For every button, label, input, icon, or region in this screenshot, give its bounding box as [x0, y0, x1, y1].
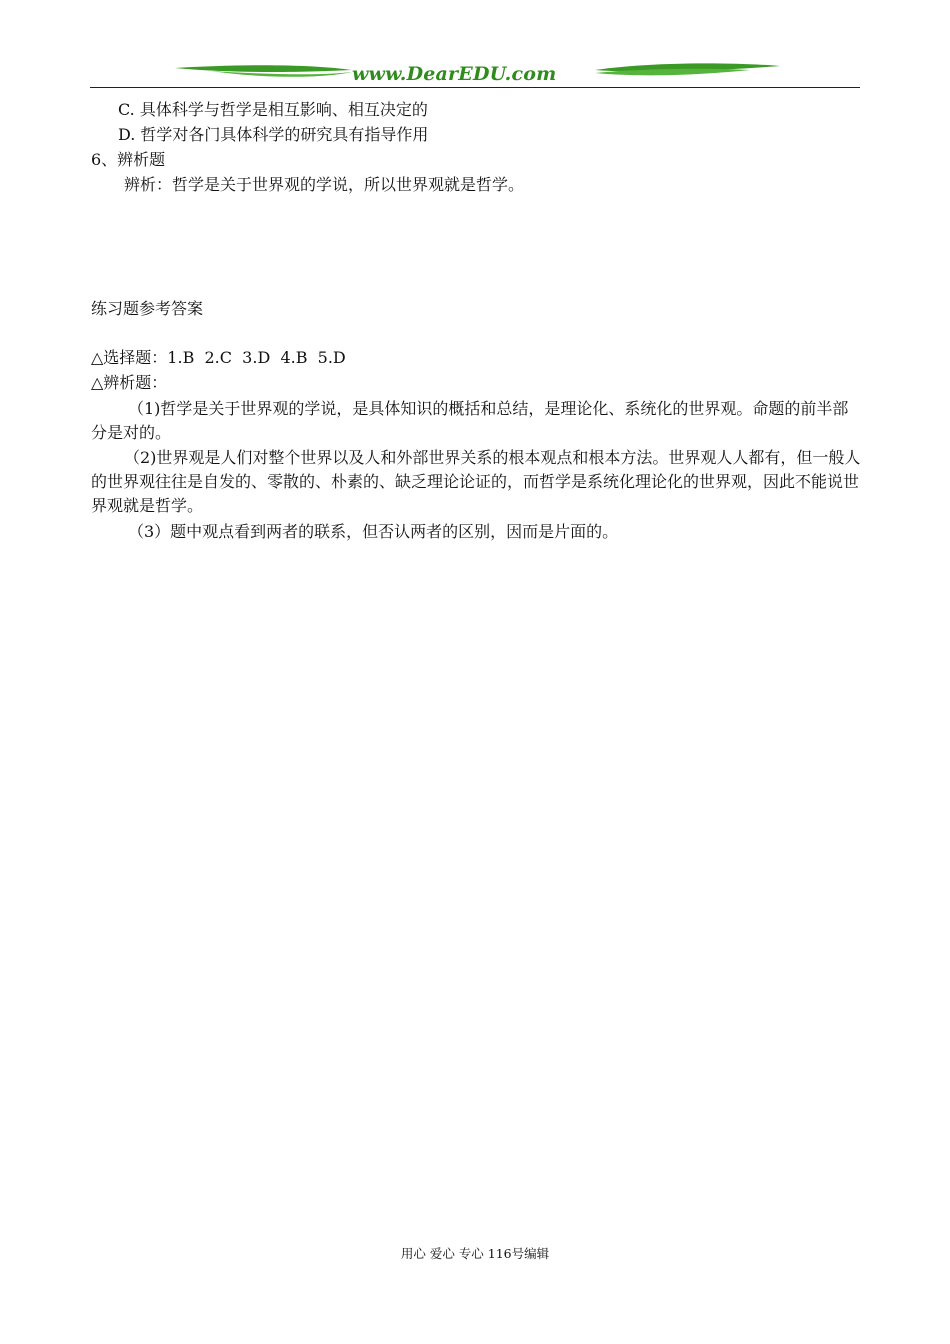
option-c: C. 具体科学与哲学是相互影响、相互决定的: [118, 100, 428, 119]
section-6-title: 6、辨析题: [91, 150, 166, 169]
answers-analysis-label: △辨析题：: [91, 373, 168, 392]
page-footer: 用心 爱心 专心 116号编辑: [400, 1246, 550, 1261]
answers-title: 练习题参考答案: [91, 299, 204, 318]
answer-point-3: （3）题中观点看到两者的联系，但否认两者的区别，因而是片面的。: [128, 522, 619, 541]
answer-point-2: （2)世界观是人们对整个世界以及人和外部世界关系的根本观点和根本方法。世界观人人都有，但一般人的世界观往往是自发的、零散的、朴素的、缺乏理论论证的，而哲学是系统化理论化的世界观，因此不能说世界观就是哲学。: [91, 448, 861, 515]
section-6-prompt: 辨析：哲学是关于世界观的学说，所以世界观就是哲学。: [124, 175, 525, 194]
choice-line-text: △选择题：1.B 2.C 3.D 4.B 5.D: [91, 348, 346, 367]
answers-choice-line: [91, 347, 346, 369]
site-logo-text: www.DearEDU.com: [352, 63, 557, 85]
option-d: D. 哲学对各门具体科学的研究具有指导作用: [118, 125, 429, 144]
header-divider: [90, 87, 860, 88]
answer-point-1: （1)哲学是关于世界观的学说，是具体知识的概括和总结，是理论化、系统化的世界观。命题的前半部分是对的。: [91, 399, 849, 442]
